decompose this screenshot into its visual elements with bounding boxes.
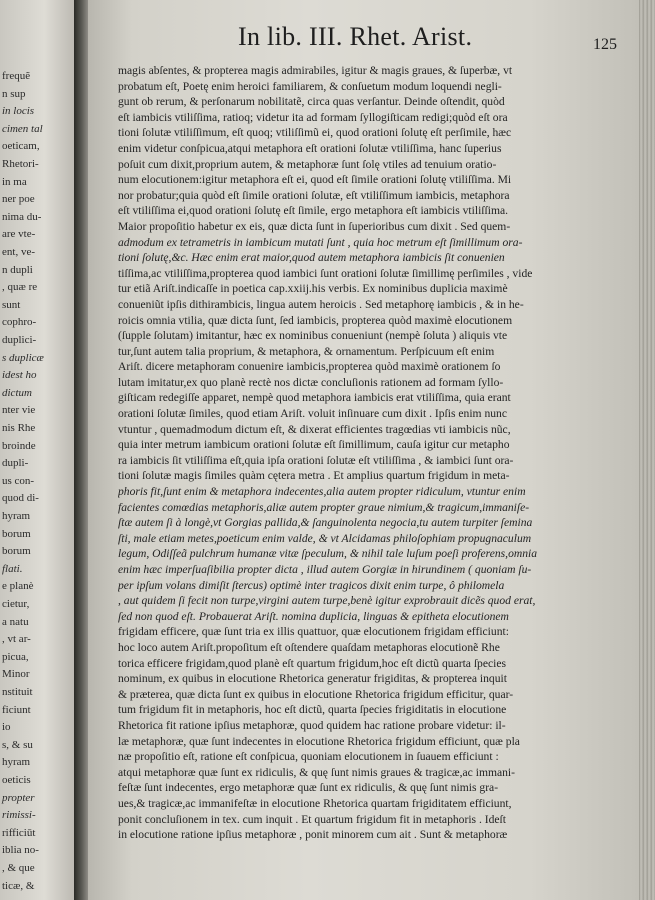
text-line: tioni ſolutæ vtiliſſimum, eſt quoq; vtiliſſimũ ei, quod orationi ſolutę eſt perſimile, hæc — [118, 126, 512, 140]
left-page-fragment: iblia no- — [2, 844, 39, 857]
text-line: vtuntur , quemadmodum dictum eſt, & dixerat efficientes tragœdias vti iambicis nũc, — [118, 422, 511, 436]
left-page-fragment: quod di- — [2, 492, 39, 505]
left-page-fragment: flati. — [2, 562, 23, 575]
right-page — [88, 0, 639, 900]
text-line: phoris fit,ſunt enim & metaphora indecentes,alia autem propter ridiculum, vtuntur enim — [118, 485, 526, 499]
left-page-fragment: nstituit — [2, 686, 33, 698]
left-page-fragment: ent, ve- — [2, 246, 35, 258]
text-line: magis abſentes, & propterea magis admirabiles, igitur & magis graues, & ſuperbæ, vt — [118, 64, 513, 77]
left-page-fragment: ticæ, & — [2, 879, 35, 892]
left-page-fragment: rimissi- — [2, 809, 36, 822]
left-page-fragment: , & que — [2, 862, 35, 874]
left-page-fragment: s, & su — [2, 738, 33, 751]
text-line: frigidam efficere, quæ ſunt tria ex illis quattuor, quæ elocutionem frigidam efficiunt: — [118, 625, 509, 639]
left-page-fragment: idest ho — [2, 369, 37, 382]
text-line: hoc loco autem Ariſt.propoſitum eſt oſtendere quaſdam metaphoras elocutionẽ Rhe — [118, 640, 500, 654]
text-line: & præterea, quæ dicta ſunt ex quibus in elocutione Rhetorica frigidum efficitur, quar- — [118, 687, 514, 701]
page-number: 125 — [593, 36, 617, 53]
text-line: legum, Odiſſeã pulchrum humanæ vitæ ſpeculum, & nihil tale luſum poeſi proferens,omnia — [118, 547, 538, 561]
left-page-fragment: nima du- — [2, 210, 42, 223]
text-line: ſti, male etiam metes,poeticum enim valde, & vt Alcidamas philoſophiam propugnaculum — [118, 531, 532, 545]
left-page-fragment: in ma — [2, 175, 27, 188]
left-page-fragment: hyram — [2, 510, 31, 522]
body-text — [118, 63, 638, 843]
text-line: per ipſum volans dimiſit ſtercus) optimè inter tragicos dixit enim turpe, ô philomela — [118, 578, 505, 592]
text-line: tur etiã Ariſt.indicaſſe in poetica cap.xxiij.his verbis. Ex nominibus duplicia maximè — [118, 282, 508, 296]
text-line: giſticam redegiſſe apparet, nempè quod metaphora iambicis erat vtiliſſima, quia erant — [118, 391, 511, 405]
text-line: tioni ſolutæ magis ſimiles quàm cętera metra . Et amplius quartum frigidum in meta- — [118, 469, 510, 483]
text-line: feſtæ ſunt indecentes, ergo metaphoræ quæ ſunt ex ridiculis, & quę ſunt nimis gra- — [118, 781, 499, 795]
text-line: enim videtur conſpicua,atqui metaphora eſt orationi ſolutæ vtiliſſima, hanc ſuperius — [118, 141, 502, 155]
left-page-fragment: e planè — [2, 580, 34, 593]
left-page-fragment: nter vie — [2, 404, 36, 417]
text-line: in elocutione ratione ipſius metaphoræ , ponit minorem cum ait . Sunt & metaphoræ — [118, 828, 508, 842]
book-gutter — [74, 0, 88, 900]
left-page-fragment: picua, — [2, 650, 29, 663]
text-line: (ſupple ſolutam) imitantur, hæc ex nominibus conueniunt (nempè ſoluta ) aliquis vte — [118, 329, 508, 343]
text-line: roicis omnia vtilia, quæ dicta ſunt, ſed iambicis, propterea quòd maximè elocutionem — [118, 313, 513, 327]
text-line: eſt vtiliſſima ei,quod orationi ſolutę eſt ſimile, ergo metaphora eſt iambicis vtiliſſima. — [118, 204, 509, 218]
left-page-fragment: io — [2, 721, 11, 734]
text-line: atqui metaphoræ quæ ſunt ex ridiculis, & quę ſunt nimis graues & tragicæ,ac immani- — [118, 765, 516, 779]
text-line: , aut quidem ſi fecit non turpe,virgini autem turpe,benè igitur exprobrauit dicẽs quod erat, — [118, 594, 536, 608]
text-line: orationi ſolutæ ſimiles, quod etiam Ariſt. voluit inſinuare cum dixit . Ipſis enim nunc — [118, 407, 507, 421]
left-page-fragment: broinde — [2, 439, 36, 452]
text-line: probatum eſt, Poetę enim heroici familiarem, & conſuetum modum loquendi negli- — [118, 79, 502, 93]
left-page-fragment: , quæ re — [2, 281, 38, 294]
left-page-fragment: Minor — [2, 668, 30, 681]
text-line: tur,ſunt autem talia proprium, & metaphora, & ornamentum. Perſpicuum eſt enim — [118, 344, 495, 358]
text-line: ſed non quod eſt. Probauerat Ariſt. nomina duplicia, linguas & epitheta elocutionem — [118, 609, 509, 623]
text-line: ponit concluſionem in tex. cum inquit . Et quartum frigidum fit in metaphoris . Ideſt — [118, 812, 506, 826]
text-line: ues,& tragicæ,ac immanifeſtæ in elocutione Rhetorica quartam frigiditatem efficiunt, — [118, 796, 512, 810]
running-header: In lib. III. Rhet. Arist. — [238, 22, 473, 51]
text-line: tioni ſolutę,&c. Hæc enim erat maior,quod autem metaphora iambicis ſit conuenien — [118, 251, 505, 265]
left-page-fragment: s duplicæ — [2, 351, 44, 364]
left-page-fragment: ner poe — [2, 193, 35, 206]
left-page-fragment: cietur, — [2, 598, 30, 610]
text-line: næ propoſitio eſt, ratione eſt conſpicua, quoniam elocutionem in ſuauem efficiunt : — [118, 750, 499, 764]
page-edge — [639, 0, 655, 900]
left-page-fragment: are vte- — [2, 228, 36, 241]
left-page-fragment: us con- — [2, 474, 35, 487]
text-line: tum frigidum fit in metaphoris, hoc eſt dictũ, quarta ſpecies frigiditatis in elocutione — [118, 703, 507, 717]
left-page-fragment: n dupli — [2, 263, 33, 276]
text-line: torica efficere frigidam,quod planè eſt quartum frigidum,hoc eſt dictũ quarta ſpecies — [118, 656, 507, 670]
text-line: Rhetorica fit ratione ipſius metaphoræ, quod quidem hac ratione probare videtur: il- — [118, 718, 506, 732]
text-line: Ariſt. dicere metaphoram conuenire iambicis,propterea quòd maximè orationem ſo — [118, 360, 501, 374]
text-line: enim hæc imperſuaſibilia propter dicta , illud autem Gorgiæ in hirundinem ( quoniam ſu- — [118, 563, 532, 576]
left-page-fragment: in locis — [2, 105, 35, 118]
left-page-fragment: duplici- — [2, 334, 37, 346]
left-page-fragment: hyram — [2, 756, 31, 769]
left-page — [0, 0, 74, 900]
left-page-fragment: n sup — [2, 87, 26, 100]
text-line: ra iambicis ſit vtiliſſima eſt,quia ipſa orationi ſolutæ eſt vtiliſſima , & iambici ſunt ora- — [118, 453, 514, 467]
text-line: nominum, ex quibus in elocutione Rhetorica generatur frigiditas, & propterea inquit — [118, 672, 507, 686]
text-line: gunt ob rerum, & perſonarum nobilitatẽ, circa quas verſantur. Deinde oſtendit, quòd — [118, 95, 505, 109]
left-page-fragment: propter — [2, 791, 35, 804]
left-page-fragment: ficiunt — [2, 703, 31, 716]
left-page-fragment: oeticam, — [2, 140, 40, 153]
left-page-fragment: dupli- — [2, 457, 29, 470]
text-line: eſt iambicis vtiliſſima, ratioq; videtur ita ad formam ſyllogiſticam redigi;quòd eſt ora — [118, 110, 508, 124]
text-line: læ metaphoræ, quæ ſunt indecentes in elocutione Rhetorica frigidum efficiunt, quæ pla — [118, 734, 520, 748]
left-page-fragment: Rhetori- — [2, 158, 39, 170]
text-line: Maior propoſitio habetur ex eis, quæ dicta ſunt in ſuperioribus cum dixit . Sed quem- — [118, 219, 511, 233]
text-line: nor probatur;quia quòd eſt ſimile orationi ſolutæ, eſt vtiliſſimum iambicis, metaphora — [118, 188, 510, 202]
text-line: tiſſima,ac vtiliſſima,propterea quod iambici ſunt orationi ſolutæ ſimillimę perſimiles , vide — [118, 266, 533, 280]
text-line: conueniũt ipſis dithirambicis, lingua autem heroicis . Sed metaphorę iambicis , & in he- — [118, 297, 524, 311]
text-line: lutam imitatur,ex quo planè rectè nos dictæ concluſionis rationem ad formam ſyllo- — [118, 375, 504, 389]
left-page-fragment: frequẽ — [2, 70, 31, 82]
left-page-fragment: a natu — [2, 615, 29, 628]
text-line: poſuit cum dixit,proprium autem, & metaphoræ ſunt ſolę vtiles ad tenuium oratio- — [118, 157, 497, 171]
text-line: admodum ex tetrametris in iambicum mutati ſunt , quia hoc metrum eſt ſimillimum ora- — [118, 235, 523, 249]
left-page-fragment: oeticis — [2, 774, 31, 786]
text-line: facientes comœdias metaphoris,aliæ autem propter graue nimium,& tragicum,immaniſe- — [118, 500, 530, 514]
left-page-fragment: cimen tal — [2, 122, 43, 135]
left-page-fragment: borum — [2, 527, 31, 540]
left-page-fragment: nis Rhe — [2, 422, 36, 434]
left-page-fragment: rifficiūt — [2, 826, 36, 839]
left-page-fragment: cophro- — [2, 316, 37, 329]
left-page-fragment: borum — [2, 545, 31, 558]
text-line: quia inter metrum iambicum orationi ſolutæ eſt ſimillimum, cauſa igitur cur metapho — [118, 438, 510, 452]
text-line: num elocutionem:igitur metaphora eſt ei, quod eſt ſimile orationi ſolutę vtiliſſima. Mi — [118, 173, 512, 187]
left-page-fragment: sunt — [2, 298, 21, 311]
text-line: ſtæ autem ſi à longè,vt Gorgias pallida,& ſanguinolenta negocia,tu autem turpiter ſemina — [118, 516, 533, 530]
left-page-fragment: , vt ar- — [2, 633, 31, 646]
left-page-fragment: dictum — [2, 386, 32, 399]
